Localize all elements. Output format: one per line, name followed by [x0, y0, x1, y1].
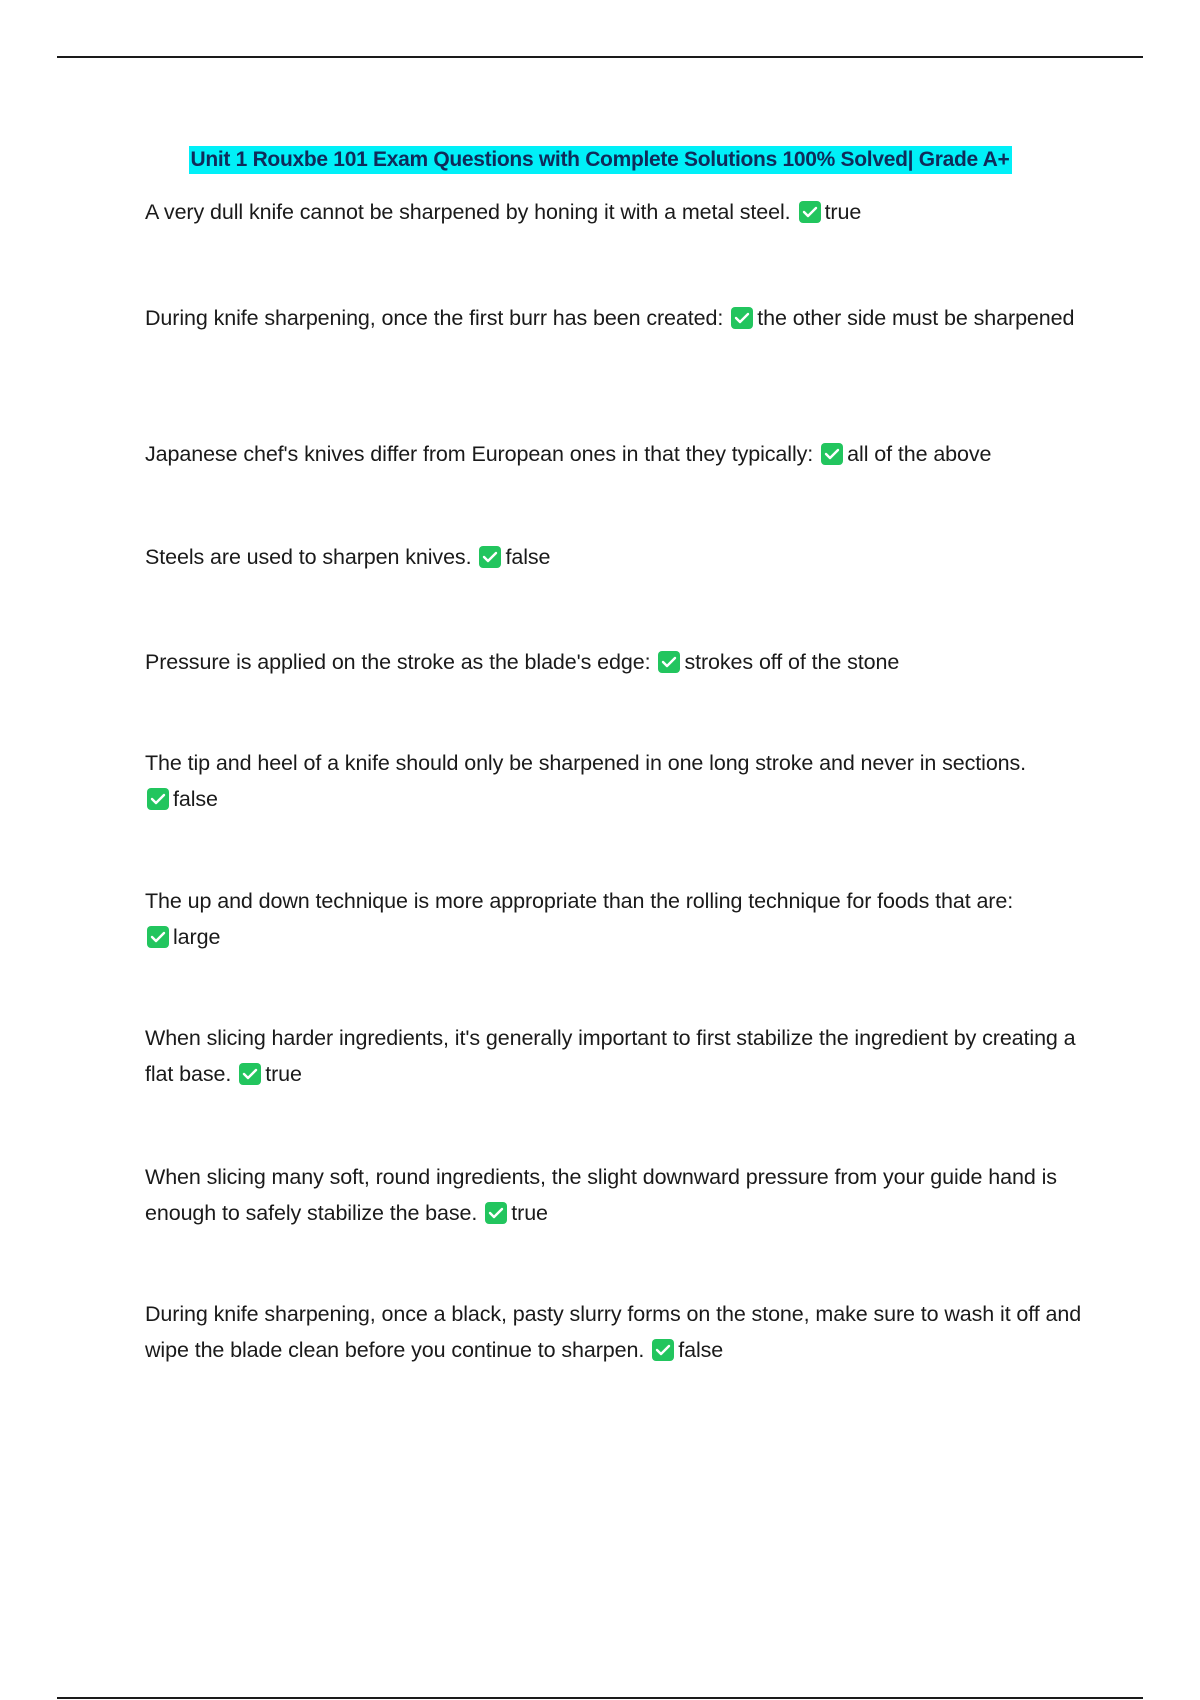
checkmark-icon [731, 307, 753, 329]
question-text: Pressure is applied on the stroke as the blade's edge: [145, 650, 651, 674]
question-text: A very dull knife cannot be sharpened by honing it with a metal steel. [145, 200, 791, 224]
question-text: During knife sharpening, once a black, pasty slurry forms on the stone, make sure to wash it off and wipe the blade clean before you continue to sharpen. [145, 1302, 1082, 1362]
answer-text: false [173, 787, 218, 811]
title-container [0, 146, 1200, 174]
question-text: Steels are used to sharpen knives. [145, 545, 472, 569]
qa-item [145, 1159, 1085, 1231]
document-title: Unit 1 Rouxbe 101 Exam Questions with Complete Solutions 100% Solved| Grade A+ [189, 146, 1012, 174]
answer-text: true [511, 1201, 548, 1225]
checkmark-icon [479, 546, 501, 568]
checkmark-icon [485, 1202, 507, 1224]
question-text: During knife sharpening, once the first burr has been created: [145, 306, 724, 330]
qa-item [145, 745, 1085, 817]
checkmark-icon [147, 788, 169, 810]
bottom-rule [57, 1697, 1143, 1699]
top-rule [57, 56, 1143, 58]
answer-text: false [678, 1338, 724, 1362]
question-text: Japanese chef's knives differ from European ones in that they typically: [145, 442, 814, 466]
checkmark-icon [239, 1063, 261, 1085]
checkmark-icon [821, 443, 843, 465]
answer-text: false [505, 545, 551, 569]
question-text: The tip and heel of a knife should only be sharpened in one long stroke and never in sections. [145, 751, 1027, 775]
qa-item [145, 539, 1085, 575]
checkmark-icon [799, 201, 821, 223]
qa-item [145, 436, 1085, 472]
answer-text: all of the above [847, 442, 992, 466]
answer-text: the other side must be sharpened [757, 306, 1075, 330]
question-text: When slicing harder ingredients, it's generally important to first stabilize the ingredient by creating a flat base. [145, 1026, 1076, 1086]
checkmark-icon [147, 926, 169, 948]
checkmark-icon [652, 1339, 674, 1361]
qa-item [145, 883, 1085, 955]
qa-item [145, 300, 1085, 336]
qa-item [145, 644, 1085, 680]
checkmark-icon [658, 651, 680, 673]
answer-text: strokes off of the stone [684, 650, 900, 674]
answer-text: large [173, 925, 221, 949]
qa-item [145, 1020, 1085, 1092]
qa-item [145, 194, 1085, 230]
question-text: When slicing many soft, round ingredients, the slight downward pressure from your guide hand is enough to safely stabilize the base. [145, 1165, 1057, 1225]
answer-text: true [824, 200, 862, 224]
question-text: The up and down technique is more appropriate than the rolling technique for foods that are: [145, 889, 1014, 913]
answer-text: true [265, 1062, 302, 1086]
qa-item [145, 1296, 1085, 1368]
